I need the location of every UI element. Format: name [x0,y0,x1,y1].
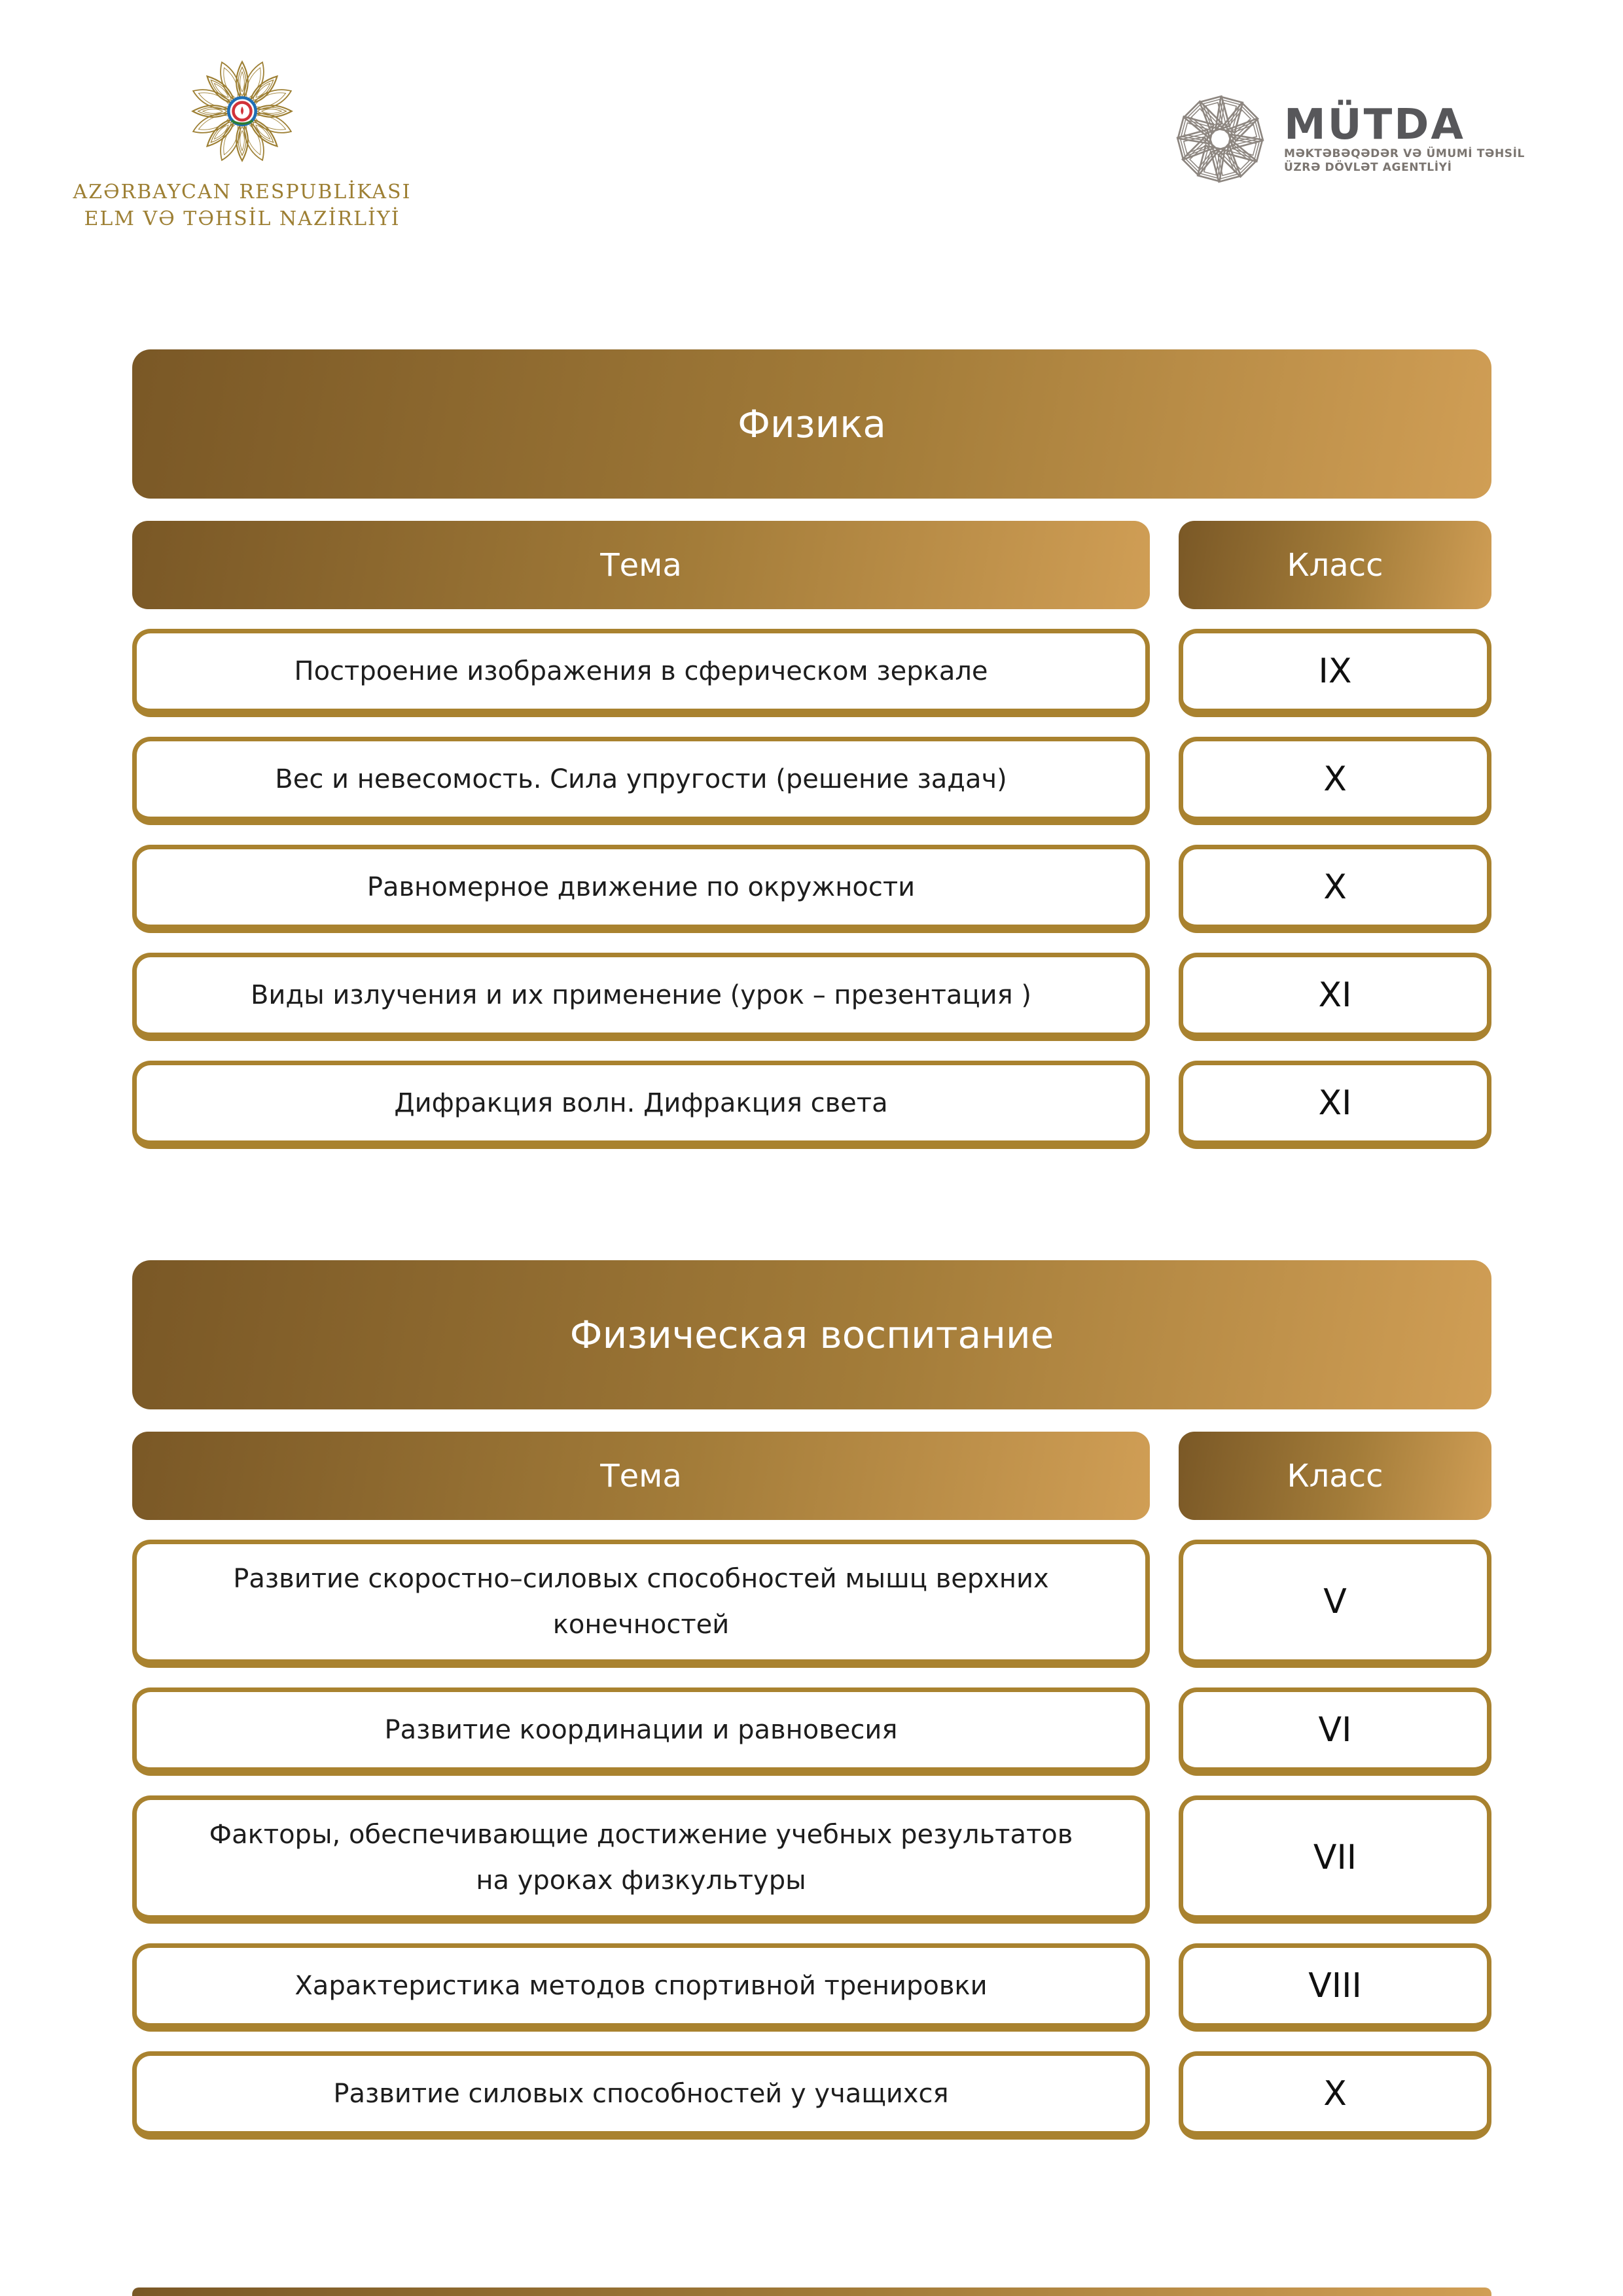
table-header-physics [132,521,1491,609]
topic-cell: Построение изображения в сферическом зеркале [132,629,1150,717]
column-header-topic: Тема [132,1432,1150,1520]
next-section-partial-bar [132,2287,1491,2296]
topic-cell: Вес и невесомость. Сила упругости (решение задач) [132,737,1150,825]
table-row [132,2051,1491,2140]
table-row [132,629,1491,717]
column-header-topic: Тема [132,521,1150,609]
page-header [0,0,1623,301]
agency-subtitle-line1: MƏKTƏBƏQƏDƏR VƏ ÜMUMİ TƏHSİL [1283,147,1525,160]
topic-cell: Равномерное движение по окружности [132,845,1150,933]
grade-cell: XI [1179,953,1491,1041]
grade-cell: X [1179,2051,1491,2140]
grade-cell: X [1179,737,1491,825]
topic-cell: Развитие скоростно–силовых способностей мышц верхних конечностей [132,1540,1150,1668]
section-title-physical-education [132,1260,1491,1409]
agency-acronym: MÜTDA [1283,100,1465,149]
topic-cell: Факторы, обеспечивающие достижение учебных результатов на уроках физкультуры [132,1795,1150,1924]
topic-cell: Характеристика методов спортивной тренировки [132,1943,1150,2032]
topic-cell: Развитие силовых способностей у учащихся [132,2051,1150,2140]
grade-cell: VII [1179,1795,1491,1924]
topic-cell: Развитие координации и равновесия [132,1687,1150,1776]
ministry-name-line1: AZƏRBAYCAN RESPUBLİKASI [73,181,412,203]
table-row [132,1687,1491,1776]
table-header-physical-education [132,1432,1491,1520]
agency-logo [1169,88,1525,190]
content [132,349,1491,2140]
grade-cell: VI [1179,1687,1491,1776]
grade-cell: VIII [1179,1943,1491,2032]
topic-cell: Виды излучения и их применение (урок – презентация ) [132,953,1150,1041]
grade-cell: X [1179,845,1491,933]
table-row [132,1540,1491,1668]
column-header-grade: Класс [1179,521,1491,609]
agency-subtitle-line2: ÜZRƏ DÖVLƏT AGENTLİYİ [1283,161,1452,175]
section-title-text: Физика [738,402,886,446]
agency-emblem-icon [1169,88,1271,190]
grade-cell: V [1179,1540,1491,1668]
ministry-logo [73,52,412,232]
section-title-text: Физическая воспитание [569,1313,1054,1357]
ministry-emblem-icon [183,52,301,170]
table-row [132,953,1491,1041]
table-row [132,1061,1491,1149]
table-row [132,1795,1491,1924]
table-row [132,845,1491,933]
grade-cell: IX [1179,629,1491,717]
ministry-name-line2: ELM VƏ TƏHSİL NAZİRLİYİ [84,207,401,230]
section-title-physics [132,349,1491,499]
table-row [132,1943,1491,2032]
grade-cell: XI [1179,1061,1491,1149]
column-header-grade: Класс [1179,1432,1491,1520]
topic-cell: Дифракция волн. Дифракция света [132,1061,1150,1149]
table-row [132,737,1491,825]
